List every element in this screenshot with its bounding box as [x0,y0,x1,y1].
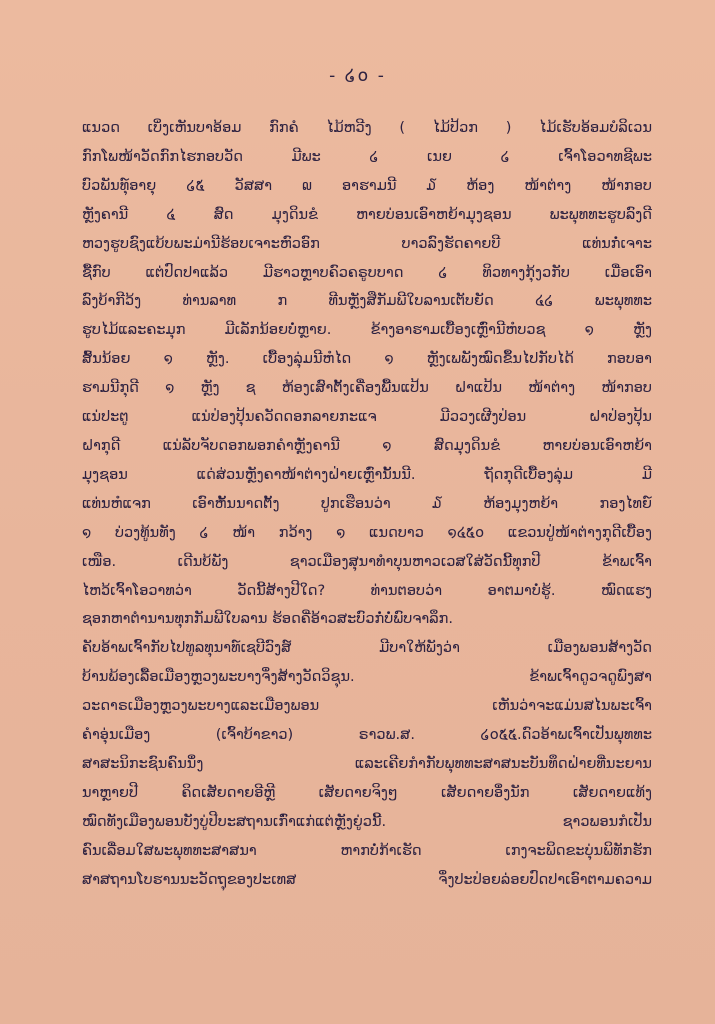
text-line: ໑ ບ່ວງທູ້ນທັງ ໒ ໜ້າ ກວ້າງ ໑ ແນດບາວ ໑໔໕໐ ແຂວນປູ່ໜ້າຕ່າງກຸດີເບື້ອງ [82,524,652,541]
text-line: ແນວດ ເບິ່ງເຫັນບາອ້ອມ ກົກຄໍ ໄມ້ຫວີງ ( ໄມ້ປ້ວກ ) ໄມ້ເຮັບອ້ອມບໍລິເວນ [82,120,652,136]
text-line: ລົງບ້າກີວ້ງ ທ່ານລາທ ກ ທີນຫຼັງສືກັມພີໃບລານເຕັບຍັດ ໔໒ ພະພຸທທະ [82,293,652,310]
text-line: ຄົນເລື່ອມໃສພະພຸທທະສາສນາ ຫາກບໍ່ກ້າເຮັດ ເກງຈະພິດຂະບຸ່ນພິທັກຮັກ [82,842,652,859]
text-line: ແທ່ນຫໍແຈກ ເອົາຫັ້ນນາດຕັ້ງ ປູກເຮືອນວ່າ ໓ ຫ້ອງມຸງຫຍ້າ ກອງໄທຍ໌ [82,495,652,512]
text-line: ຫວງຮູບຊົງແບ້ບພະມ່ານີຮ້ອບເຈາະຫົວອົກ ບາວລົງຮັດຄາຍບີ ແທ່ນກໍ່ເຈາະ [82,235,652,252]
text-line: ແນ່ປະຕູ ແນ່ປ່ອງປຸ້ນຄວັດດອກລາຍກະແຈ ມີວວງເຜີງປ່ອນ ຝາປ່ອງປຸ້ນ [82,409,652,426]
text-line: ສາສຖານໂບຮານນະວັດຖຸຂອງປະເທສ ຈຶ່ງປະປ່ອຍລ່ອຍປົດປາເອົາຕາມຄວາມ [82,871,652,888]
text-line: ບົວພັນທຸ໌ອາຍຸ ໒໕ ວັສສາ ໙ ອາຮາມນີ ໓ ຫ້ອງ ໜ້າຕ່າງ ໜ້າກອບ [82,177,652,194]
text-line: ສົ້ນນ້ອຍ ໑ ຫຼັງ. ເບື້ອງລຸ່ມນີຫໍໄດ ໑ ຫຼັງເພພັງໝົດຂຶ້ນໄປກັບໄດ້ ກອບອາ [82,351,652,368]
page-number: - ໒໐ - [329,66,386,86]
text-line: ສາສະນິກະຊົນຄົນນຶ່ງ ແລະເຄີຍກຳກັບພຸທທະສາສນະບັນທຶດຝ່າຍທີ່ນະຍານ [82,755,652,772]
text-line: ຮາມນີກຸດີ ໑ ຫຼັງ ຊ ຫ້ອງເສົາຕັ້ງເຄື່ອງພື້ນແປ້ນ ຝາແປ້ນ ໜ້າຕ່າງ ໜ້າກອບ [82,380,652,397]
text-line: ຮູບໄມ້ແລະຄະມຸກ ມີເລັກນ້ອຍບໍ່ຫຼາຍ. ຂ້າງອາຮາມເບື້ອງເຫຼົ່ານີຫໍບວຊ ໑ ຫຼັງ [82,322,652,339]
text-line: ຄັບອ້າພເຈົ້າກັບໄປທູລທຸນາທ໌ເຊບີວົງສ໌ ມີບາໃຫ້ພັງວ່າ ເມືອງພອນສ້າງວັດ [82,640,652,657]
text-line: ຝາກຸດີ ແນ່ລັບຈັບດອກພອກຄຳຫຼັງຄານີ ໑ ສົດມຸງດິນຂໍ ຫາຍບ່ອນເອົາຫຍ້າ [82,437,652,454]
text-line: ບ້ານພ້ອງເລື້ອເມືອງຫຼວງພະບາງຈຶ່ງສ້າງວັດວິຊຸນ. ຂ້າພເຈົ້າດູວຈດູພົງສາ [82,669,652,686]
text-line: ກົກໂພໜ້າວັດກົກໄຮກອບວັດ ມີພະ ໒ ເນຍ ໒ ເຈົ້າໂອວາທຊີພະ [82,148,652,165]
text-line: ຊອກຫາຕຳນານທຸກກັມພີໃບລານ ຮ້ອດຄີ່ອ້າວສະບົວກໍ່ບໍ່ພົບຈາລຶກ. [82,611,453,628]
text-line: ຫຼັງຄານີ ໔ ສົດ ມຸງດິນຂໍ ຫາຍບ່ອນເອົາຫຍ້າມຸງຊອນ ພະພຸທທະຮູບລົງດີ [82,206,652,223]
text-line: ໄຫວ້ເຈົ້າໂອວາທວ່າ ວັດນີ້ສ້າງປີໃດ? ທ່ານຕອບວ່າ ອາຕມາບໍ່ຮູ້. ໝົດແຮງ [82,582,652,599]
body-text [82,114,652,894]
text-line: ນາຫຼາຍປີ ຄິດເສັຍດາຍອີຫຼີ ເສັຍດາຍຈິງໆ ເສັຍດາຍອຶ່ງນັກ ເສັຍດາຍແທ້ງ [82,784,652,801]
text-line: ຄຳອຸ່ນເມືອງ (ເຈົ້າບ້າຂາວ) ຣາວພ.ສ. ໒໐໕໕.ດົວອ້າພເຈົ້າເປັນພຸທທະ [82,727,652,744]
text-line: ວະດາຣເມືອງຫຼວງພະບາງແລະເມືອງພອນ ເຫັນວ່າຈະແມ່ນສໄນພະເຈົ້າ [82,698,652,715]
text-line: ມຸງຊອນ ແດ່ສ່ວນຫຼັງຄາໜ້າຕ່າງຝ່າຍເຫຼົ່ານັ້ນນີ. ຖັດກຸດີເບື້ອງລຸ່ມ ມີ [82,466,652,483]
text-line: ໝົດທັງເມືອງພອນບັງບູ່ປີບະສຖານເກົ່າແກ່ແຕ່ຫຼັງຍູ່ວນີ້. ຊາວພອນກໍເປັນ [82,813,652,830]
text-line: ຊື້ກົບ ແຕ່ປົດປາແລ້ວ ມີຮາວຫຼາບຄົວຄຣູບບາດ ໒ ທິວທາງກຸ້ງວກັບ ເມື່ອເອົາ [82,264,652,281]
text-line: ເໜືອ. ເດີນບ້ພັງ ຊາວເມືອງສຸນາທຳບຸນຫາວເວສໃສ່ວັດນີ້ທຸກປີ ຂ້າພເຈົ້າ [82,553,652,570]
